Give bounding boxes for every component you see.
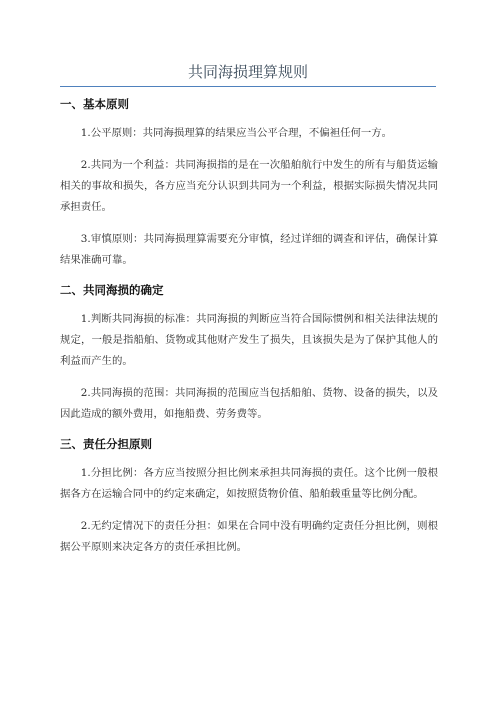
paragraph: 2.无约定情况下的责任分担：如果在合同中没有明确约定责任分担比例，则根据公平原则来决定各方的责任承担比例。 [60, 520, 438, 553]
paragraph: 2.共同为一个利益：共同海损指的是在一次船舶航行中发生的所有与船货运输相关的事故和损失，各方应当充分认识到共同为一个利益，根据实际损失情况共同承担责任。 [60, 159, 438, 213]
section-heading: 一、基本原则 [60, 97, 129, 111]
paragraph: 1.分担比例：各方应当按照分担比例来承担共同海损的责任。这个比例一般根据各方在运输合同中的约定来确定，如按照货物价值、船舶载重量等比例分配。 [60, 467, 438, 500]
section-liability-sharing [60, 436, 438, 558]
document-title: 共同海损理算规则 [187, 63, 308, 81]
paragraph: 2.共同海损的范围：共同海损的范围应当包括船舶、货物、设备的损失，以及因此造成的额外费用，如拖船费、劳务费等。 [60, 387, 438, 420]
section-basic-principles [60, 96, 438, 271]
section-heading: 二、共同海损的确定 [60, 283, 164, 297]
section-determination [60, 282, 438, 425]
title-divider [60, 86, 436, 87]
paragraph: 1.公平原则：共同海损理算的结果应当公平合理，不偏袒任何一方。 [80, 127, 393, 139]
section-heading: 三、责任分担原则 [60, 437, 152, 451]
paragraph: 1.判断共同海损的标准：共同海损的判断应当符合国际惯例和相关法律法规的规定，一般是指船舶、货物或其他财产发生了损失，且该损失是为了保护其他人的利益而产生的。 [60, 313, 438, 367]
document-body [60, 96, 438, 569]
paragraph: 3.审慎原则：共同海损理算需要充分审慎，经过详细的调查和评估，确保计算结果准确可靠。 [60, 233, 438, 266]
